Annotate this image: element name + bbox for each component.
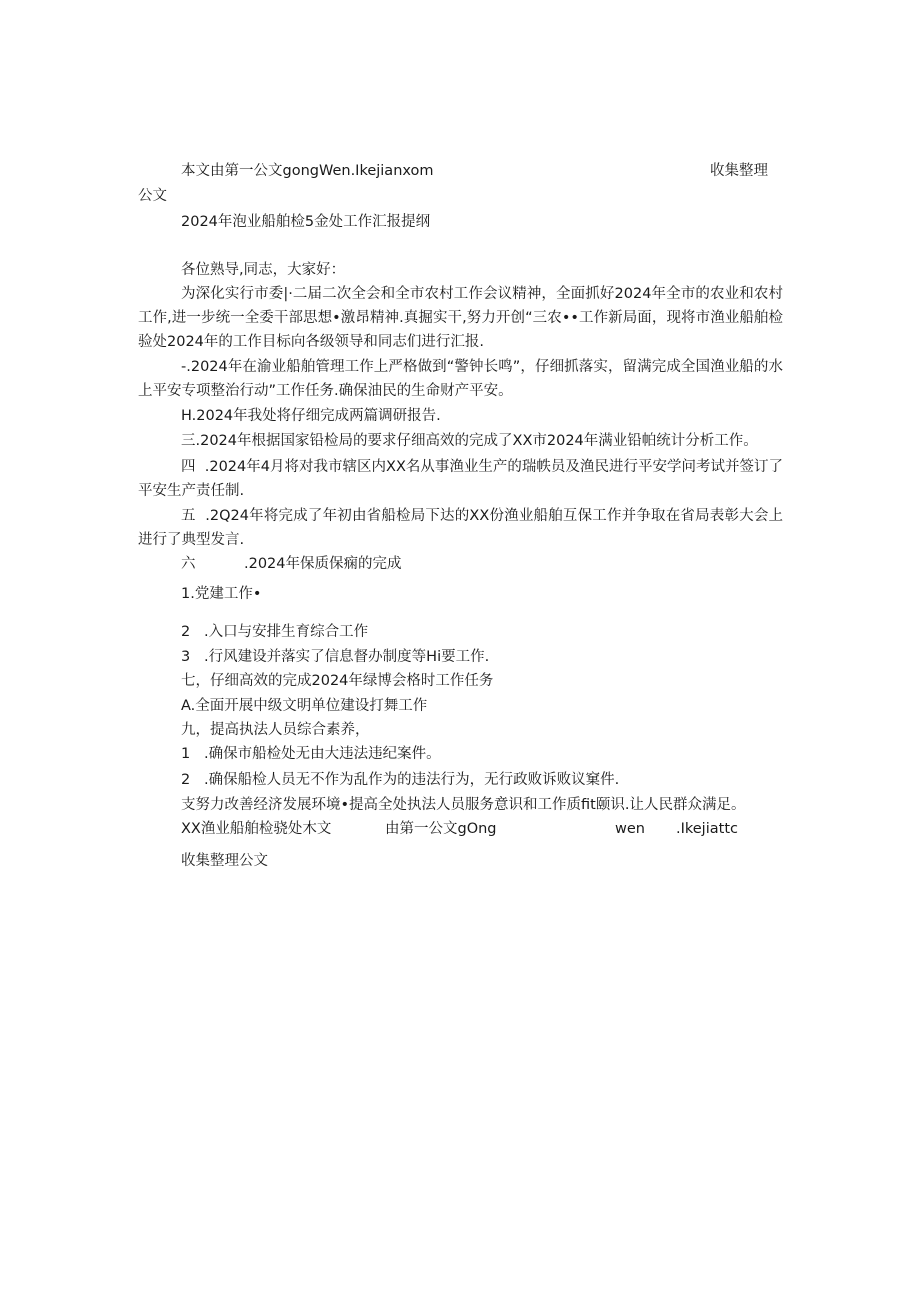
item-6-number: 六 bbox=[181, 556, 196, 572]
source-note-right: 收集整理 bbox=[710, 163, 768, 179]
item-5: 五 .2Q24年将完成了年初由省船检局下达的XX份渔业船舶互保工作并争取在省局表彰大会上进行了典型发言. bbox=[138, 508, 783, 548]
closing-sentence: 支努力改善经济发展环境•提高全处执法人员服务意识和工作质fit颐识.让人民群众满足。 bbox=[181, 797, 746, 813]
sub-item-3: 3 .行风建设并落实了信息督办制度等Hi要工作. bbox=[181, 649, 490, 665]
item-4: 四 .2024年4月将对我市辖区内XX名从事渔业生产的瑞帙员及渔民进行平安学问考试并签订了平安生产责任制. bbox=[138, 459, 783, 499]
item-3: 三.2024年根据国家铅检局的要求仔细高效的完成了XX市2024年满业铅帕统计分析工作。 bbox=[181, 433, 758, 449]
sub-item-1: 1.党建工作• bbox=[181, 586, 262, 602]
item-9-sub-2: 2 .确保船检人员无不作为乱作为的违法行为，无行政败诉败议窠件. bbox=[181, 772, 620, 788]
document-title: 2024年泡业船舶检5金处工作汇报提纲 bbox=[181, 214, 431, 230]
item-1: -.2024年在渝业船舶管理工作上严格做到“警钟长鸣”，仔细抓落实，留满完成全国渔业船的水上平安专项整治行动”工作任务.确保油民的生命财产平安。 bbox=[138, 359, 783, 399]
footer-source-part-4: .Ikejiattc bbox=[676, 821, 738, 837]
source-note-wrap: 公文 bbox=[138, 188, 167, 204]
item-8: A.全面开展中级文明单位建设打舞工作 bbox=[181, 698, 428, 714]
greeting: 各位熟导,同志，大家好： bbox=[181, 262, 346, 278]
item-9: 九，提高执法人员综合素养， bbox=[181, 722, 370, 738]
footer-source-part-1: XX渔业船舶检骁处木文 bbox=[181, 821, 332, 837]
footer-source-wrap: 收集整理公文 bbox=[181, 853, 268, 869]
source-note-left: 本文由第一公文gongWen.Ikejianxom bbox=[181, 163, 434, 179]
footer-source-part-2: 由第一公文gOng bbox=[385, 821, 497, 837]
item-7: 七，仔细高效的完成2024年绿博会格时工作任务 bbox=[181, 673, 494, 689]
item-2: H.2024年我处将仔细完成两篇调研报告. bbox=[181, 408, 441, 424]
footer-source-part-3: wen bbox=[615, 821, 645, 837]
item-6-text: .2024年保质保痫的完成 bbox=[244, 556, 402, 572]
item-9-sub-1: 1 .确保市船检处无由大违法违纪案件。 bbox=[181, 746, 441, 762]
intro-paragraph: 为深化实行市委|·二届二次全会和全市农村工作会议精神，全面抓好2024年全市的农业和农村工作,进一步统一全委干部思想•激昂精神.真掘实干,努力开创“三农••工作新局面，现将市渔业船舶检验处2024年的工作目标向各级领导和同志们进行汇报. bbox=[138, 286, 783, 350]
sub-item-2: 2 .入口与安排生育综合工作 bbox=[181, 624, 369, 640]
